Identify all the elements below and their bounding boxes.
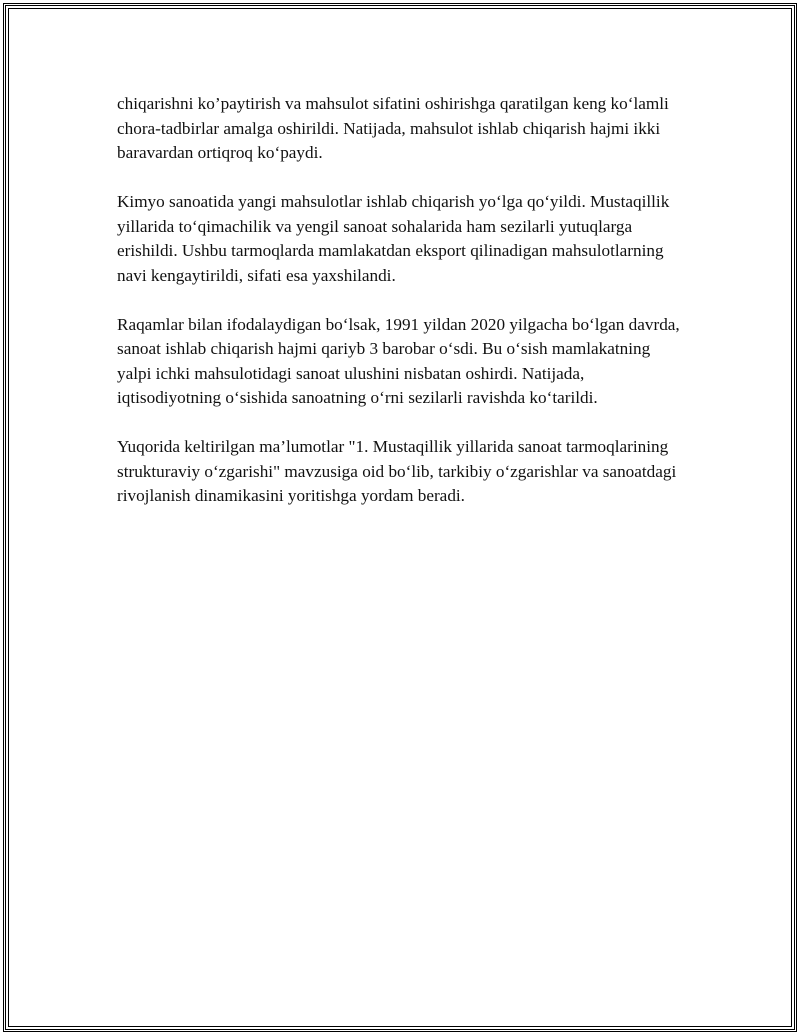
paragraph-industrial-statistics: Raqamlar bilan ifodalaydigan bo‘lsak, 1991 yildan 2020 yilgacha bo‘lgan davrda, sanoat ishlab chiqarish hajmi qariyb 3 barobar o‘sdi. Bu o‘sish mamlakatning yalpi ichki mahsulotidagi sanoat ulushini nisbatan oshirdi. Natijada, iqtisodiyotning o‘sishida sanoatning o‘rni sezilarli ravishda ko‘tarildi. xyxy=(117,314,680,407)
paragraph-production-growth: chiqarishni ko’paytirish va mahsulot sifatini oshirishga qaratilgan keng ko‘lamli chora-tadbirlar amalga oshirildi. Natijada, mahsulot ishlab chiqarish hajmi ikki baravardan ortiqroq ko‘paydi. xyxy=(117,94,669,162)
paragraph-chemical-textile-industry: Kimyo sanoatida yangi mahsulotlar ishlab chiqarish yo‘lga qo‘yildi. Mustaqillik yillarida to‘qimachilik va yengil sanoat sohalarida ham sezilarli yutuqlarga erishildi. Ushbu tarmoqlarda mamlakatdan eksport qilinadigan mahsulotlarning navi kengaytirildi, sifati esa yaxshilandi. xyxy=(117,192,670,285)
paragraph-summary: Yuqorida keltirilgan ma’lumotlar "1. Mustaqillik yillarida sanoat tarmoqlarining strukturaviy o‘zgarishi" mavzusiga oid bo‘lib, tarkibiy o‘zgarishlar va sanoatdagi rivojlanish dinamikasini yoritishga yordam beradi. xyxy=(117,437,677,505)
document-body xyxy=(117,92,687,533)
